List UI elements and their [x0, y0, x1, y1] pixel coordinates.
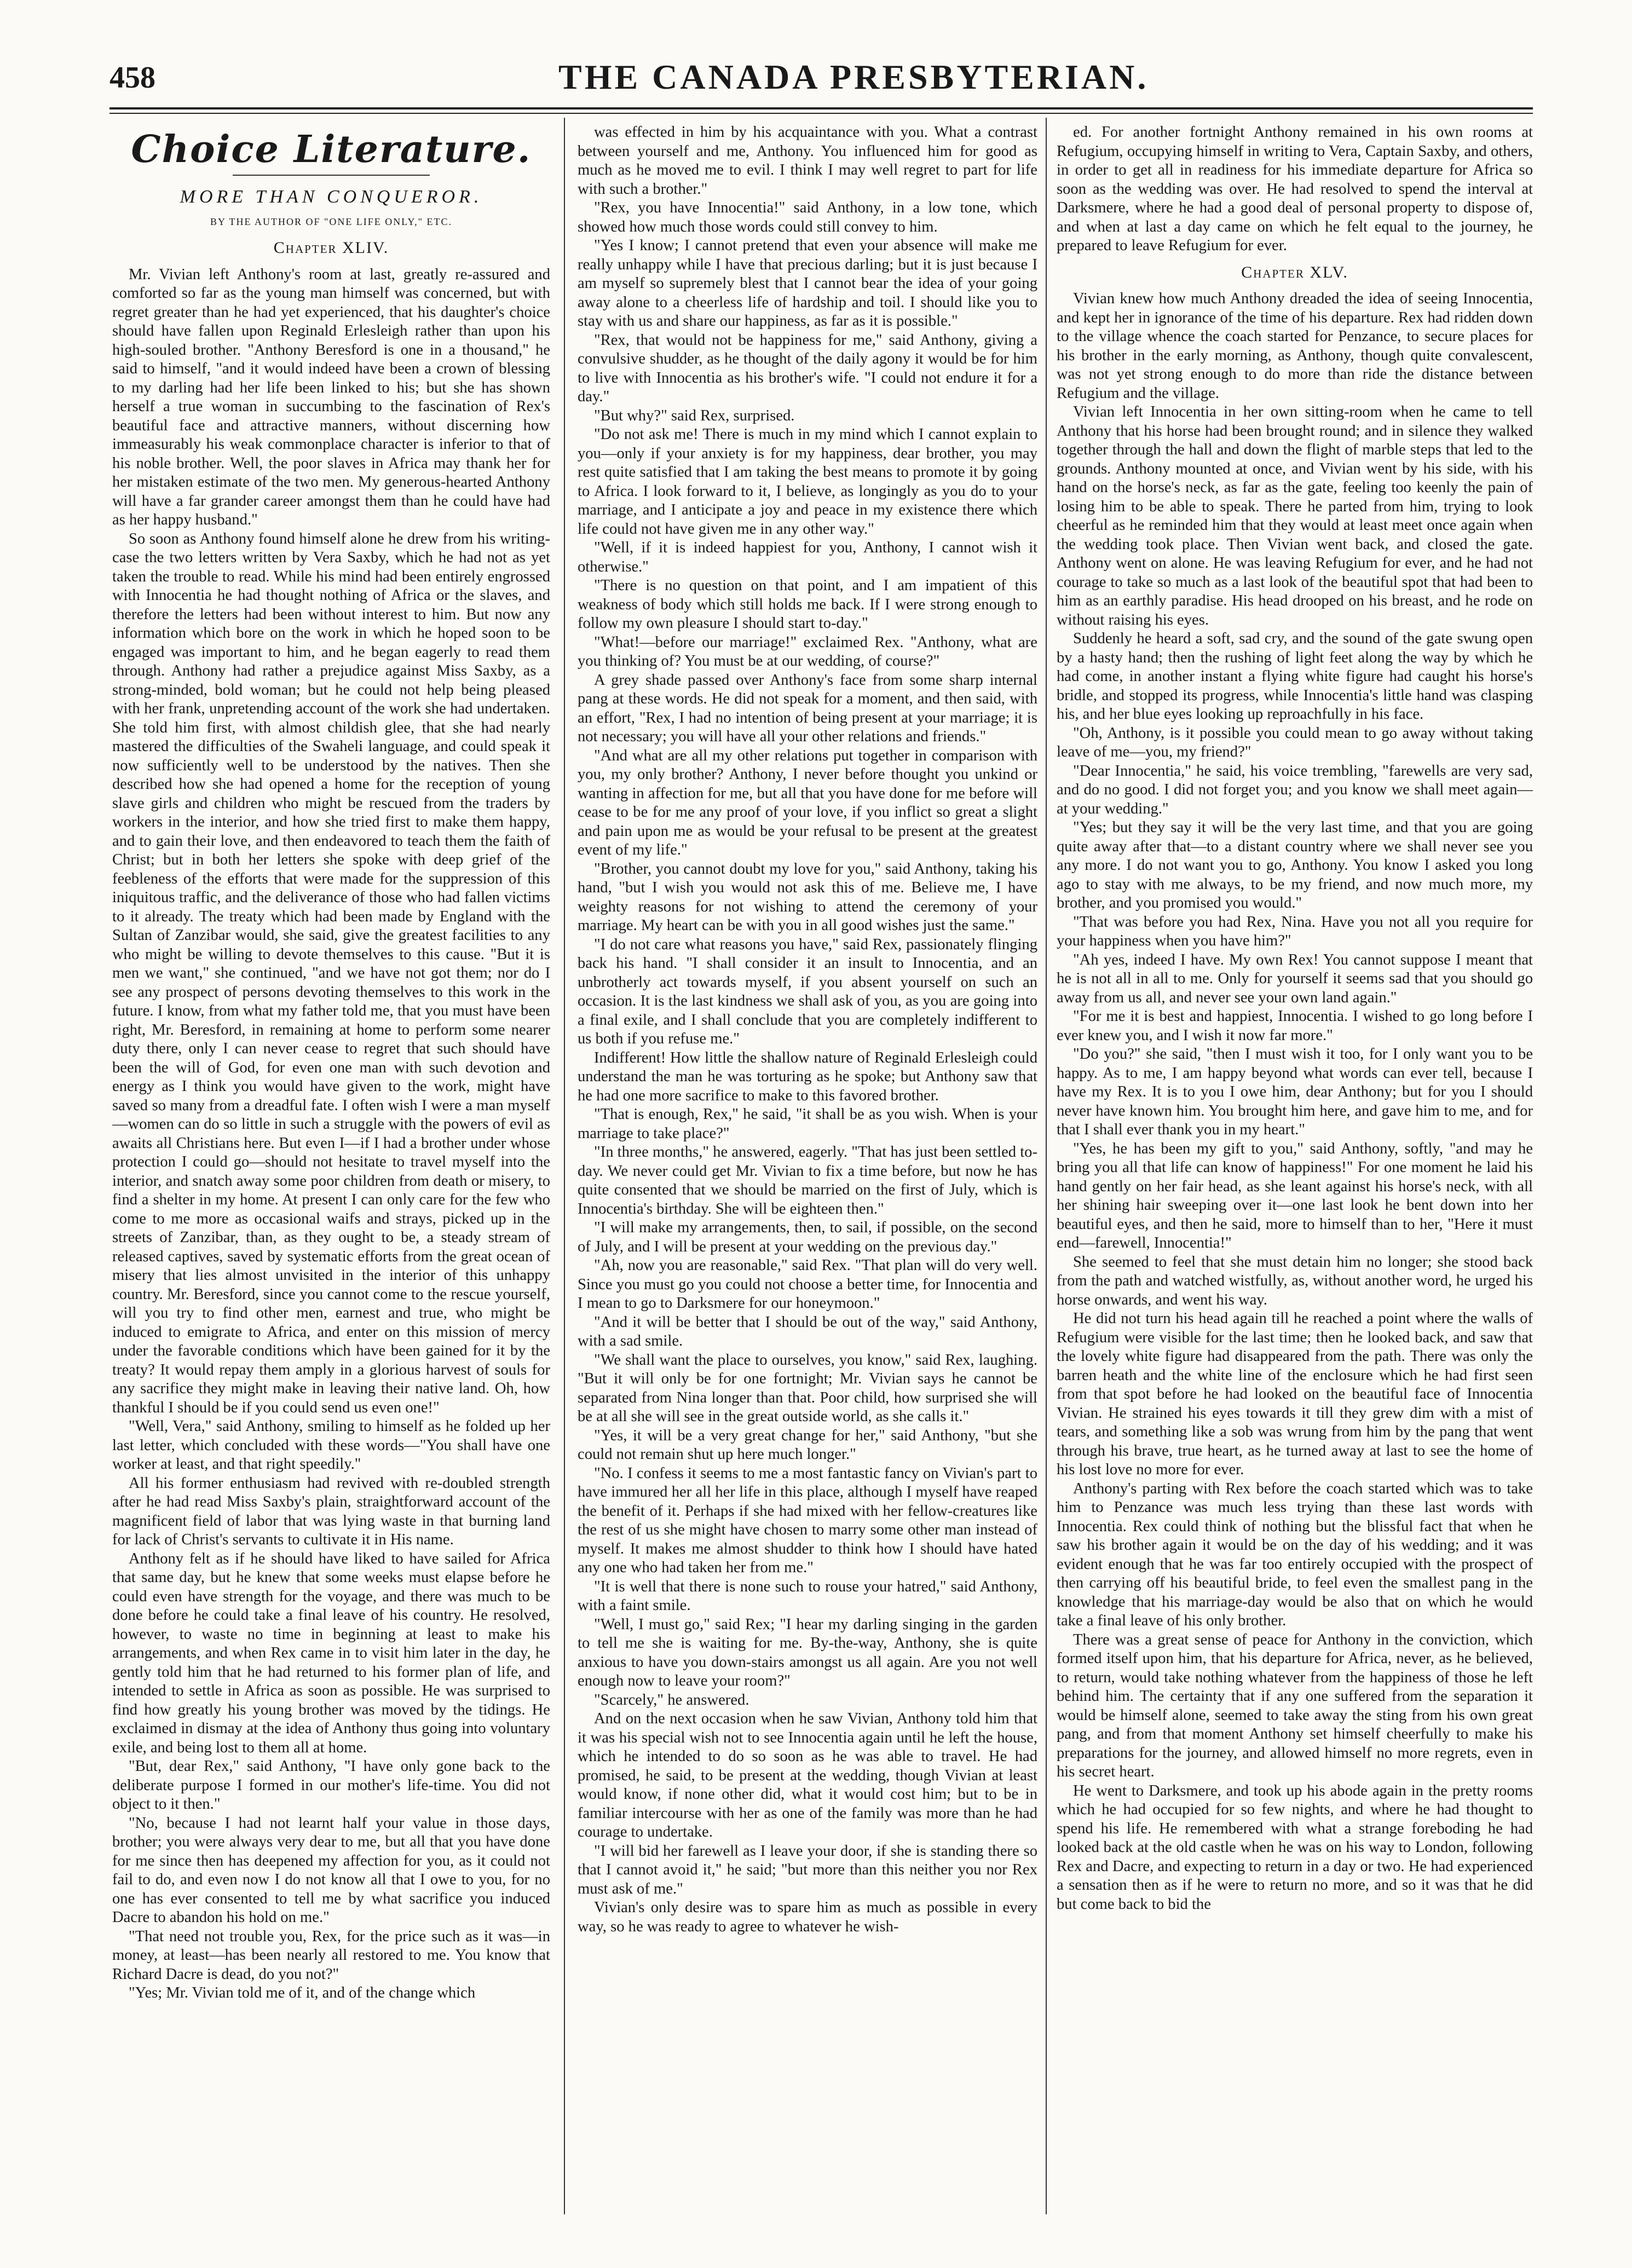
paragraph: "Yes; Mr. Vivian told me of it, and of the change which: [129, 1984, 476, 2001]
paragraph: "And it will be better that I should be out of the way," said Anthony, with a sad smile.: [578, 1313, 1037, 1349]
column-3-text: [1057, 290, 1533, 1914]
paragraph: "Well, if it is indeed happiest for you, Anthony, I cannot wish it otherwise.": [578, 539, 1037, 575]
journal-title: THE CANADA PRESBYTERIAN.: [558, 57, 1149, 96]
paragraph: He did not turn his head again till he reached a point where the walls of Refugium were visible for the last time; then he looked back, and saw that the lovely white figure had disappeared from the path. There was only the barren heath and the white line of the enclosure which he had first seen from that spot before he had looked on the beautiful face of Innocentia Vivian. He strained his eyes towards it till they grew dim with a mist of tears, and something like a sob was wrung from him by the pang that went through his brave, true heart, as he turned away at last to see the home of his lost love no more for ever.: [1057, 1310, 1533, 1478]
paragraph: A grey shade passed over Anthony's face from some sharp internal pang at these words. He did not speak for a moment, and then said, with an effort, "Rex, I had no intention of being present at your marriage; it is not necessary; you will have all your other relations and friends.": [578, 671, 1037, 745]
paragraph: "And what are all my other relations put together in comparison with you, my only brother? Anthony, I never before thought you unkind or wanting in affection for me, but all that you have done for me before will cease to be for me any proof of your love, if you inflict so great a slight and pain upon me as would be your refusal to be present at the greatest event of my life.": [578, 747, 1037, 858]
column-2: [578, 123, 1037, 2214]
chapter-heading: Chapter XLV.: [1241, 263, 1348, 281]
paragraph: Suddenly he heard a soft, sad cry, and the sound of the gate swung open by a hasty hand; then the rushing of light feet along the way by which he had come, in another instant a flying white figure had caught his horse's bridle, and stopped its progress, while Innocentia's little hand was clasping his, and her blue eyes looking up reproachfully in his face.: [1057, 630, 1533, 723]
paragraph: All his former enthusiasm had revived with re-doubled strength after he had read Miss Saxby's plain, straightforward account of the magnificent field of labor that was lying waste in that burning land for lack of Christ's servants to cultivate it in His name.: [112, 1474, 550, 1548]
column-1-text: [112, 266, 550, 2003]
paragraph: "I do not care what reasons you have," said Rex, passionately flinging back his hand. "I shall consider it an insult to Innocentia, and an unbrotherly act towards myself, if you absent yourself on such an occasion. It is the last kindness we shall ask of you, as you are going into a final exile, and I shall conclude that you are completely indifferent to us both if you refuse me.": [578, 936, 1037, 1047]
paragraph: "Well, I must go," said Rex; "I hear my darling singing in the garden to tell me she is waiting for me. By-the-way, Anthony, she is quite anxious to have you down-stairs amongst us all again. Are you not well enough now to leave your room?": [578, 1615, 1037, 1689]
paragraph: "No, because I had not learnt half your value in those days, brother; you were always very dear to me, but all that you have done for me since then has deepened my affection for you, as it could not fail to do, and even now I do not know all that I owe to you, for no one has ever consented to tell me by what sacrifice you induced Dacre to abandon his hold on me.": [112, 1814, 550, 1926]
paragraph: "I will make my arrangements, then, to sail, if possible, on the second of July, and I will be present at your wedding on the previous day.": [578, 1219, 1037, 1255]
paragraph: "Well, Vera," said Anthony, smiling to himself as he folded up her last letter, which concluded with these words—"You shall have one worker at least, and that right speedily.": [112, 1418, 550, 1473]
paragraph: "What!—before our marriage!" exclaimed Rex. "Anthony, what are you thinking of? You must be at our wedding, of course?": [578, 633, 1037, 670]
header-rule-thin: [109, 113, 1533, 114]
paragraph: "But, dear Rex," said Anthony, "I have only gone back to the deliberate purpose I formed in our mother's life-time. You did not object to it then.": [112, 1758, 550, 1813]
paragraph: "Rex, you have Innocentia!" said Anthony, in a low tone, which showed how much those words could still convey to him.: [578, 199, 1037, 235]
paragraph: "But why?" said Rex, surprised.: [594, 407, 795, 424]
paragraph: And on the next occasion when he saw Vivian, Anthony told him that it was his special wish not to see Innocentia again until he left the house, which he intended to do so soon as he was able to travel. He had promised, he said, to be present at the wedding, though Vivian at least would know, if none other did, what it would cost him; but to be in familiar intercourse with her as one of the family was more than he had courage to undertake.: [578, 1710, 1037, 1840]
paragraph: "Do not ask me! There is much in my mind which I cannot explain to you—only if your anxiety is for my happiness, dear brother, you may rest quite satisfied that I am taking the best means to promote it by going to Africa. I look forward to it, I believe, as longingly as you do to your marriage, and I anticipate a joy and peace in my existence there which life could not have given me in any other way.": [578, 426, 1037, 538]
column-1: [112, 123, 550, 2214]
paragraph: "No. I confess it seems to me a most fantastic fancy on Vivian's part to have immured her all her life in this place, although I myself have reaped the benefit of it. Perhaps if she had mixed with her fellow-creatures like the rest of us she might have chosen to marry some other man instead of myself. It makes me almost shudder to think how I should have hated any one who had taken her from me.": [578, 1464, 1037, 1576]
paragraph: He went to Darksmere, and took up his abode again in the pretty rooms which he had occupied for so few nights, and where he had thought to spend his life. He remembered with what a strange foreboding he had looked back at the old castle when he was on his way to London, following Rex and Dacre, and expecting to return in a day or two. He had experienced a sensation then as if he were to return no more, and so it was that he did but come back to bid the: [1057, 1782, 1533, 1913]
paragraph: "Yes, it will be a very great change for her," said Anthony, "but she could not remain shut up here much longer.": [578, 1427, 1037, 1463]
paragraph: "Scarcely," he answered.: [594, 1691, 749, 1709]
paragraph: "Rex, that would not be happiness for me," said Anthony, giving a convulsive shudder, as he thought of the daily agony it would be for him to live with Innocentia as his brother's wife. "I could not endure it for a day.": [578, 331, 1037, 405]
paragraph: "Brother, you cannot doubt my love for you," said Anthony, taking his hand, "but I wish you would not ask this of me. Believe me, I have weighty reasons for not wishing to attend the ceremony of your marriage. My heart can be with you in all good wishes just the same.": [578, 860, 1037, 934]
paragraph: Vivian's only desire was to spare him as much as possible in every way, so he was ready to agree to whatever he wish-: [578, 1899, 1037, 1935]
paragraph: "Yes, he has been my gift to you," said Anthony, softly, "and may he bring you all that life can know of happiness!" For one moment he laid his hand gently on her fair head, as she leant against his horse's neck, with all her shining hair sweeping over it—one last look he bent down into her beautiful eyes, and then he said, more to himself than to her, "Here it must end—farewell, Innocentia!": [1057, 1140, 1533, 1251]
paragraph: Mr. Vivian left Anthony's room at last, greatly re-assured and comforted so far as the young man himself was concerned, but with regret greater than he had yet experienced, that his daughter's choice should have fallen upon Reginald Erlesleigh rather than upon his high-souled brother. "Anthony Beresford is one in a thousand," he said to himself, "and it would indeed have been a crown of blessing to my darling had her life been linked to his; but she has shown herself a true woman in succumbing to the fascination of Rex's beautiful face and attractive manners, without discerning how immeasurably his weak commonplace character is inferior to that of his noble brother. Well, the poor slaves in Africa may thank her for her mistaken estimate of the two men. My generous-hearted Anthony will have a far grander career amongst them than he could have had as her happy husband.": [112, 266, 550, 528]
paragraph: "Yes; but they say it will be the very last time, and that you are going quite away after that—to a distant country where we shall never see you any more. I do not want you to go, Anthony. You know I asked you long ago to stay with me always, to be my friend, and now much more, my brother, and you promised you would.": [1057, 819, 1533, 911]
paragraph: So soon as Anthony found himself alone he drew from his writing-case the two letters written by Vera Saxby, which he had not as yet taken the trouble to read. While his mind had been entirely engrossed with Innocentia he had thought nothing of Africa or the slaves, and therefore the letters had been without interest to him. But now any information which bore on the work in which he hoped soon to be engaged was important to him, and he began eagerly to read them through. Anthony had rather a prejudice against Miss Saxby, as a strong-minded, bold woman; but he could not help being pleased with her frank, unpretending account of the work she had undertaken. She told him first, with almost childish glee, that she had nearly mastered the difficulties of the Swaheli language, and could speak it now sufficiently well to be understood by the natives. Then she described how she had opened a home for the reception of young slave girls and children who might be rescued from the traders by workers in the interior, and how she tried first to make them happy, and to gain their love, and then endeavored to teach them the faith of Christ; but in both her letters she spoke with deep grief of the feebleness of the efforts that were made for the suppression of this iniquitous traffic, and the deliverance of those who had fallen victims to it already. The treaty which had been made by England with the Sultan of Zanzibar would, she said, give the greatest facilities to any who might be willing to devote themselves to this cause. "But it is men we want," she continued, "and we have not got them; nor do I see any prospect of persons devoting themselves to this work in the future. I know, from what my father told me, that you must have been right, Mr. Beresford, in remaining at home to perform some nearer duty there, only I can never cease to regret that such should have been the will of God, for even one man with such devotion and energy as I think you would have given to the work, might have saved so many from a dreadful fate. I often wish I were a man myself—women can do so little in such a struggle with the powers of evil as awaits all Christians here. But even I—if I had a brother under whose protection I could go—should not hesitate to travel myself into the interior, and snatch away some poor children from death or misery, to find a shelter in my home. At present I can only care for the few who come to me more as occasional waifs and strays, picked up in the streets of Zanzibar, than, as they ought to be, a steady stream of released captives, saved by systematic efforts from the great ocean of misery that lies almost unvisited in the interior of this unhappy country. Mr. Beresford, since you cannot come to the rescue yourself, will you try to find other men, earnest and true, who might be induced to emigrate to Africa, and enter on this mission of mercy under the favorable conditions which have been gained for it by the treaty? It would repay them amply in a glorious harvest of souls for any sacrifice they might make in leaving their native land. Oh, how thankful I should be if you could send us even one!": [112, 530, 550, 1416]
page-number: 458: [109, 61, 155, 95]
paragraph: "That is enough, Rex," he said, "it shall be as you wish. When is your marriage to take place?": [578, 1106, 1037, 1142]
paragraph: "It is well that there is none such to rouse your hatred," said Anthony, with a faint smile.: [578, 1578, 1037, 1614]
paragraph: Anthony felt as if he should have liked to have sailed for Africa that same day, but he knew that some weeks must elapse before he could even have strength for the voyage, and there was much to be done before he could take a final leave of his country. He resolved, however, to waste no time in beginning at least to make his arrangements, and when Rex came in to visit him later in the day, he gently told him that he had returned to his former plan of life, and intended to settle in Africa as soon as possible. He was surprised to find how greatly his young brother was moved by the tidings. He exclaimed in dismay at the idea of Anthony thus going into voluntary exile, and being lost to them all at home.: [112, 1550, 550, 1756]
column-3: [1057, 123, 1533, 2214]
column-divider: [1046, 118, 1047, 2214]
paragraph: Anthony's parting with Rex before the coach started which was to take him to Penzance was much less trying than these last words with Innocentia. Rex could think of nothing but the blissful fact that when he saw his brother again it would be on the day of his wedding; and it was evident enough that he was far too entirely occupied with the prospect of then carrying off his beautiful bride, to feel even the smallest pang in the knowledge that his marriage-day would be also that on which he would take a final leave of his only brother.: [1057, 1480, 1533, 1629]
paragraph: "There is no question on that point, and I am impatient of this weakness of body which still holds me back. If I were strong enough to follow my own pleasure I should start to-day.": [578, 577, 1037, 632]
paragraph: There was a great sense of peace for Anthony in the conviction, which formed itself upon him, that his departure for Africa, never, as he believed, to return, would take nothing whatever from the happiness of those he left behind him. The certainty that if any one suffered from the separation it would be himself alone, seemed to take away the sting from his own great pang, and from that moment Anthony set himself cheerfully to make his preparations for the journey, and allowed himself no more regrets, even in his secret heart.: [1057, 1631, 1533, 1780]
paragraph: "We shall want the place to ourselves, you know," said Rex, laughing. "But it will only be for one fortnight; Mr. Vivian says he cannot be separated from Nina longer than that. Poor child, how surprised she will be at all she will see in the great outside world, as she calls it.": [578, 1351, 1037, 1425]
chapter-heading: Chapter XLIV.: [273, 239, 389, 257]
paragraph: "For me it is best and happiest, Innocentia. I wished to go long before I ever knew you, and I wish it now far more.": [1057, 1008, 1533, 1044]
paragraph: "Ah yes, indeed I have. My own Rex! You cannot suppose I meant that he is not all in all to me. Only for yourself it seems sad that you should go away from us all, and never see your own land again.": [1057, 951, 1533, 1006]
paragraph: "Do you?" she said, "then I must wish it too, for I only want you to be happy. As to me, I am happy beyond what words can ever tell, because I have my Rex. It is to you I owe him, dear Anthony; but for you I should never have known him. You brought him here, and gave him to me, and for that I shall ever thank you in my heart.": [1057, 1046, 1533, 1138]
story-byline: BY THE AUTHOR OF "ONE LIFE ONLY," ETC.: [210, 216, 453, 227]
paragraph: Vivian left Innocentia in her own sitting-room when he came to tell Anthony that his horse had been brought round; and in silence they walked together through the hall and down the flight of marble steps that led to the grounds. Anthony mounted at once, and Vivian went by his side, with his hand on the horse's neck, as far as the gate, feeling too keenly the pain of losing him to be able to speak. There he parted from him, trying to look cheerful as he reminded him that they would at least meet once again when the wedding took place. Then Vivian went back, and closed the gate. Anthony went on alone. He was leaving Refugium for ever, and he had not courage to take so much as a last look of the beautiful spot that had been to him as an earthly paradise. His head drooped on his breast, and he rode on without raising his eyes.: [1057, 403, 1533, 628]
paragraph: "That need not trouble you, Rex, for the price such as it was—in money, at least—has been nearly all restored to me. You know that Richard Dacre is dead, do you not?": [112, 1927, 550, 1983]
paragraph: "Oh, Anthony, is it possible you could mean to go away without taking leave of me—you, my friend?": [1057, 724, 1533, 760]
column-2-text: [578, 123, 1037, 1936]
paragraph: "Yes I know; I cannot pretend that even your absence will make me really unhappy while I have that precious darling; but it is just because I am myself so supremely blest that I cannot bear the idea of your going away alone to a cheerless life of hardship and toil. I should like you to stay with us and share our happiness, as far as it is possible.": [578, 237, 1037, 330]
paragraph: "In three months," he answered, eagerly. "That has just been settled to-day. We never could get Mr. Vivian to fix a time before, but now he has quite consented that we should be married on the first of July, which is Innocentia's birthday. She will be eighteen then.": [578, 1144, 1037, 1217]
story-title: MORE THAN CONQUEROR.: [180, 187, 483, 207]
column-3-text-top: [1057, 123, 1533, 256]
paragraph: ed. For another fortnight Anthony remained in his own rooms at Refugium, occupying himself in writing to Vera, Captain Saxby, and others, in order to get all in readiness for his immediate departure for Africa so soon as the wedding was over. He had resolved to spend the interval at Darksmere, where he had a good deal of personal property to dispose of, and when at last a day came on which he felt equal to the journey, he prepared to leave Refugium for ever.: [1057, 124, 1533, 254]
paragraph: was effected in him by his acquaintance with you. What a contrast between yourself and me, Anthony. You influenced him for good as much as he moved me to evil. I think I may well regret to part for life with such a brother.": [578, 124, 1037, 198]
column-divider: [564, 118, 565, 2214]
paragraph: "Dear Innocentia," he said, his voice trembling, "farewells are very sad, and do no good. I did not forget you; and you know we shall meet again—at your wedding.": [1057, 762, 1533, 817]
paragraph: "That was before you had Rex, Nina. Have you not all you require for your happiness when you have him?": [1057, 913, 1533, 949]
section-rule: [233, 175, 430, 176]
paragraph: She seemed to feel that she must detain him no longer; she stood back from the path and watched wistfully, as, without another word, he urged his horse onwards, and went his way.: [1057, 1253, 1533, 1308]
paragraph: "I will bid her farewell as I leave your door, if she is standing there so that I cannot avoid it," he said; "but more than this neither you nor Rex must ask of me.": [578, 1842, 1037, 1897]
page-header: [109, 55, 1533, 104]
header-rule: [109, 107, 1533, 109]
paragraph: Vivian knew how much Anthony dreaded the idea of seeing Innocentia, and kept her in ignorance of the time of his departure. Rex had ridden down to the village whence the coach started for Penzance, to secure places for his brother in the early morning, as Anthony, though quite convalescent, was not yet strong enough to do more than ride the distance between Refugium and the village.: [1057, 290, 1533, 402]
paragraph: "Ah, now you are reasonable," said Rex. "That plan will do very well. Since you must go you could not choose a better time, for Innocentia and I mean to go to Darksmere for our honeymoon.": [578, 1257, 1037, 1312]
section-title: Choice Literature.: [131, 128, 532, 171]
paragraph: Indifferent! How little the shallow nature of Reginald Erlesleigh could understand the man he was torturing as he spoke; but Anthony saw that he had one more sacrifice to make to this favored brother.: [578, 1049, 1037, 1104]
